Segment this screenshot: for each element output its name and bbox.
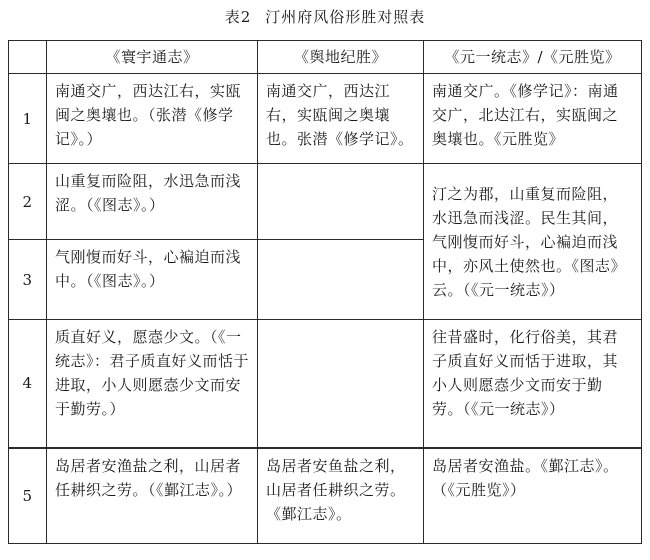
cell-yudi [258,240,424,320]
table-row [9,164,642,240]
header-huanyu-tongzhi: 《寰宇通志》 [47,41,258,74]
cell-yuan-merged: 汀之为郡，山重复而险阻，水迅急而浅涩。民生其间，气刚愎而好斗，心褊迫而浅中，亦风土使然也。《图志》云。（《元一统志》） [424,164,642,320]
header-yuan-yitongzhi: 《元一统志》/《元胜览》 [424,41,642,74]
cell-huanyu: 南通交广，西达江右，实瓯闽之奥壤也。（张潜《修学记》。） [47,74,258,164]
cell-huanyu: 气刚愎而好斗，心褊迫而浅中。（《图志》。） [47,240,258,320]
table-header-row [9,41,642,74]
row-index: 5 [9,448,47,544]
table-caption [0,6,650,27]
cell-yuan: 往昔盛时，化行俗美，其君子质直好义而恬于进取，其小人则愿悫少文而安于勤劳。（《元一统志》） [424,320,642,448]
cell-yudi [258,164,424,240]
row-index: 4 [9,320,47,448]
row-index: 3 [9,240,47,320]
row-index: 2 [9,164,47,240]
header-index [9,41,47,74]
header-yudi-jisheng: 《舆地纪胜》 [258,41,424,74]
table-title: 汀州府风俗形胜对照表 [265,8,426,26]
row-index: 1 [9,74,47,164]
cell-yudi [258,320,424,448]
table-number: 表2 [224,8,252,26]
cell-huanyu: 山重复而险阻，水迅急而浅涩。（《图志》。） [47,164,258,240]
table-row [9,448,642,544]
table-row [9,74,642,164]
cell-yuan: 南通交广。《修学记》：南通交广，北达江右，实瓯闽之奥壤也。《元胜览》 [424,74,642,164]
cell-yudi: 岛居者安鱼盐之利，山居者任耕织之劳。《鄞江志》。 [258,448,424,544]
comparison-table [8,40,642,544]
cell-huanyu: 质直好义，愿悫少文。（《一统志》：君子质直好义而恬于进取，小人则愿悫少文而安于勤劳。） [47,320,258,448]
table-row [9,320,642,448]
cell-yudi: 南通交广，西达江右，实瓯闽之奥壤也。张潜《修学记》。 [258,74,424,164]
cell-huanyu: 岛居者安渔盐之利，山居者任耕织之劳。（《鄞江志》。） [47,448,258,544]
cell-yuan: 岛居者安渔盐。《鄞江志》。（《元胜览》） [424,448,642,544]
